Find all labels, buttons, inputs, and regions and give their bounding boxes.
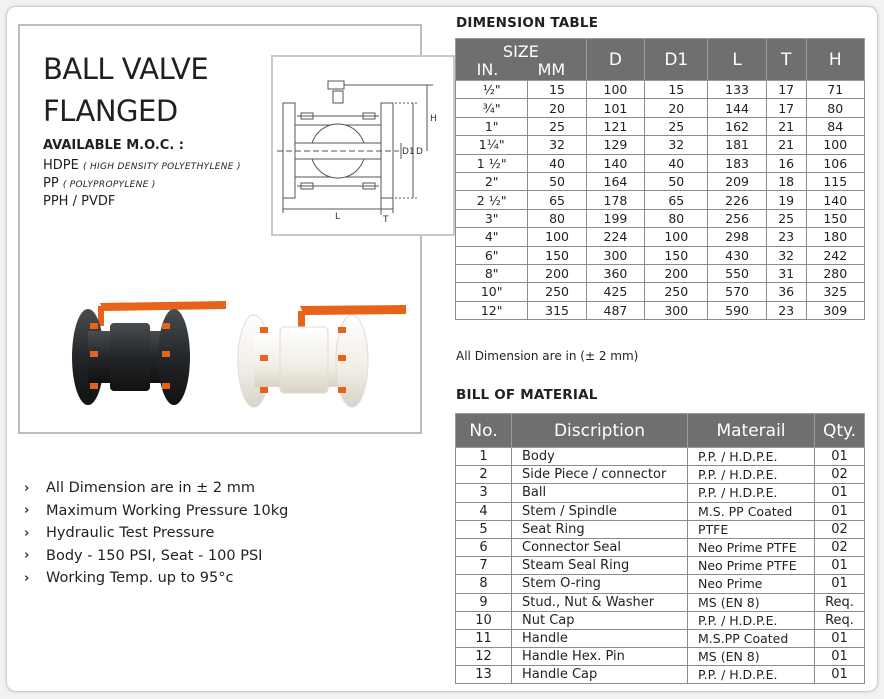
dimension-cell: 150: [645, 246, 708, 264]
feature-item: [24, 545, 288, 568]
dimension-cell: 8": [456, 264, 528, 282]
dimension-cell: 6": [456, 246, 528, 264]
dimension-cell: 360: [586, 264, 644, 282]
moc-item: [43, 158, 241, 173]
bom-row: [456, 484, 865, 502]
dimension-cell: 12": [456, 301, 528, 319]
dimension-cell: 209: [708, 172, 766, 190]
feature-text: Maximum Working Pressure 10kg: [46, 502, 289, 519]
dimension-note: All Dimension are in (± 2 mm): [456, 349, 639, 363]
bom-cell: 01: [815, 484, 865, 502]
dimension-row: [456, 283, 865, 301]
dimension-cell: ¾": [456, 99, 528, 117]
dimension-cell: 121: [586, 117, 644, 135]
valve-photos-svg: [50, 291, 406, 423]
bom-cell: Ball: [512, 484, 688, 502]
dimension-cell: 4": [456, 228, 528, 246]
col-header-d1: D1: [645, 39, 708, 81]
dimension-table-body: [456, 81, 865, 320]
size-header: [456, 39, 587, 81]
col-header-t: T: [766, 39, 806, 81]
chevron-right-icon: ›: [24, 503, 30, 519]
dimension-cell: 25: [766, 209, 806, 227]
bom-cell: Neo Prime PTFE: [688, 557, 815, 575]
moc-desc: ( POLYPROPYLENE ): [62, 180, 156, 190]
product-title-line2: FLANGED: [43, 94, 178, 128]
chevron-right-icon: ›: [24, 525, 30, 541]
bom-cell: 02: [815, 520, 865, 538]
dimension-cell: 300: [645, 301, 708, 319]
col-header-h: H: [806, 39, 864, 81]
dimension-cell: 144: [708, 99, 766, 117]
dimension-cell: 18: [766, 172, 806, 190]
dimension-cell: 32: [766, 246, 806, 264]
dimension-cell: 256: [708, 209, 766, 227]
bom-row: [456, 466, 865, 484]
drawing-label-t: T: [383, 215, 389, 225]
dimension-cell: 199: [586, 209, 644, 227]
feature-text: All Dimension are in ± 2 mm: [46, 480, 255, 497]
product-panel: [18, 24, 437, 434]
dimension-cell: 150: [528, 246, 586, 264]
dimension-cell: 1 ½": [456, 154, 528, 172]
bom-cell: Side Piece / connector: [512, 466, 688, 484]
bom-cell: Neo Prime PTFE: [688, 538, 815, 556]
chevron-right-icon: ›: [24, 480, 30, 496]
bom-row: [456, 666, 865, 684]
dimension-cell: 183: [708, 154, 766, 172]
dimension-cell: 226: [708, 191, 766, 209]
bom-cell: P.P. / H.D.P.E.: [688, 611, 815, 629]
bom-cell: Handle Hex. Pin: [512, 648, 688, 666]
bom-cell: 13: [456, 666, 512, 684]
bom-cell: 01: [815, 648, 865, 666]
bom-row: [456, 575, 865, 593]
dimension-row: [456, 246, 865, 264]
dimension-cell: 36: [766, 283, 806, 301]
bom-row: [456, 557, 865, 575]
valve-drawing-svg: [273, 57, 453, 234]
dimension-row: [456, 99, 865, 117]
bill-of-material-table: [455, 413, 865, 684]
dimension-cell: 200: [645, 264, 708, 282]
dimension-cell: 570: [708, 283, 766, 301]
bom-cell: Stud., Nut & Washer: [512, 593, 688, 611]
dimension-cell: 80: [528, 209, 586, 227]
dimension-cell: 23: [766, 228, 806, 246]
dimension-cell: 21: [766, 117, 806, 135]
dimension-cell: 150: [806, 209, 864, 227]
dimension-cell: 590: [708, 301, 766, 319]
size-mm-header: MM: [537, 60, 566, 79]
bom-cell: 2: [456, 466, 512, 484]
bom-cell: Req.: [815, 611, 865, 629]
dimension-cell: 250: [528, 283, 586, 301]
bom-cell: Neo Prime: [688, 575, 815, 593]
dimension-cell: 65: [528, 191, 586, 209]
dimension-cell: 430: [708, 246, 766, 264]
dimension-cell: 80: [645, 209, 708, 227]
catalog-sheet: [6, 6, 878, 692]
dimension-cell: 2 ½": [456, 191, 528, 209]
dimension-cell: 164: [586, 172, 644, 190]
bom-cell: 01: [815, 557, 865, 575]
bom-cell: M.S.PP Coated: [688, 629, 815, 647]
dimension-cell: 15: [645, 81, 708, 99]
drawing-label-d1: D1: [402, 147, 415, 157]
bom-cell: 7: [456, 557, 512, 575]
dimension-cell: 100: [586, 81, 644, 99]
bom-cell: Req.: [815, 593, 865, 611]
bom-header-description: Discription: [512, 414, 688, 448]
dimension-table-title: DIMENSION TABLE: [456, 15, 599, 31]
bom-cell: Nut Cap: [512, 611, 688, 629]
dimension-cell: 315: [528, 301, 586, 319]
drawing-label-d: D: [416, 147, 423, 157]
bom-row: [456, 538, 865, 556]
dimension-cell: 40: [645, 154, 708, 172]
bom-header-qty: Qty.: [815, 414, 865, 448]
bom-cell: 02: [815, 466, 865, 484]
dimension-cell: 487: [586, 301, 644, 319]
dimension-cell: 162: [708, 117, 766, 135]
bom-cell: Handle: [512, 629, 688, 647]
bom-cell: MS (EN 8): [688, 648, 815, 666]
dimension-table: [455, 38, 865, 320]
dimension-row: [456, 154, 865, 172]
bom-cell: MS (EN 8): [688, 593, 815, 611]
bom-cell: 8: [456, 575, 512, 593]
dimension-cell: 17: [766, 99, 806, 117]
drawing-label-h: H: [430, 114, 437, 124]
bom-cell: Seat Ring: [512, 520, 688, 538]
feature-text: Hydraulic Test Pressure: [46, 525, 215, 542]
moc-code: HDPE: [43, 158, 79, 173]
dimension-row: [456, 228, 865, 246]
bom-cell: 10: [456, 611, 512, 629]
dimension-cell: 65: [645, 191, 708, 209]
dimension-cell: 140: [806, 191, 864, 209]
chevron-right-icon: ›: [24, 548, 30, 564]
moc-item: [43, 176, 156, 191]
dimension-row: [456, 264, 865, 282]
dimension-cell: 32: [645, 136, 708, 154]
bom-cell: 4: [456, 502, 512, 520]
dimension-cell: 224: [586, 228, 644, 246]
dimension-cell: 298: [708, 228, 766, 246]
bom-cell: 01: [815, 666, 865, 684]
bom-cell: 01: [815, 502, 865, 520]
dimension-cell: 21: [766, 136, 806, 154]
dimension-cell: 19: [766, 191, 806, 209]
dimension-cell: 550: [708, 264, 766, 282]
bom-cell: 1: [456, 448, 512, 466]
dimension-cell: 300: [586, 246, 644, 264]
bom-cell: P.P. / H.D.P.E.: [688, 448, 815, 466]
dimension-cell: 325: [806, 283, 864, 301]
bom-cell: Connector Seal: [512, 538, 688, 556]
dimension-cell: 129: [586, 136, 644, 154]
bom-row: [456, 448, 865, 466]
dimension-cell: 242: [806, 246, 864, 264]
dimension-cell: 17: [766, 81, 806, 99]
size-header-label: SIZE: [502, 42, 539, 61]
bom-cell: 11: [456, 629, 512, 647]
col-header-d: D: [586, 39, 644, 81]
size-in-header: IN.: [476, 60, 499, 79]
bom-cell: 01: [815, 575, 865, 593]
dimension-cell: ½": [456, 81, 528, 99]
bom-cell: Stem O-ring: [512, 575, 688, 593]
dimension-cell: 25: [528, 117, 586, 135]
bom-title: BILL OF MATERIAL: [456, 387, 598, 403]
chevron-right-icon: ›: [24, 570, 30, 586]
hdpe-valve-photo: [72, 301, 226, 405]
dimension-cell: 1": [456, 117, 528, 135]
dimension-cell: 40: [528, 154, 586, 172]
dimension-row: [456, 172, 865, 190]
bom-cell: 5: [456, 520, 512, 538]
dimension-cell: 180: [806, 228, 864, 246]
bom-row: [456, 611, 865, 629]
bom-cell: 12: [456, 648, 512, 666]
bom-cell: 01: [815, 448, 865, 466]
dimension-cell: 32: [528, 136, 586, 154]
dimension-cell: 309: [806, 301, 864, 319]
dimension-cell: 71: [806, 81, 864, 99]
feature-item: [24, 500, 288, 523]
moc-code: PP: [43, 176, 59, 191]
dimension-cell: 25: [645, 117, 708, 135]
dimension-cell: 200: [528, 264, 586, 282]
moc-heading: AVAILABLE M.O.C. :: [43, 138, 184, 153]
dimension-cell: 100: [645, 228, 708, 246]
bom-row: [456, 648, 865, 666]
bom-cell: P.P. / H.D.P.E.: [688, 484, 815, 502]
feature-item: [24, 567, 288, 590]
feature-text: Working Temp. up to 95°c: [46, 570, 234, 587]
dimension-cell: 106: [806, 154, 864, 172]
dimension-cell: 50: [528, 172, 586, 190]
dimension-cell: 1¼": [456, 136, 528, 154]
dimension-cell: 101: [586, 99, 644, 117]
features-list: [24, 477, 288, 590]
bom-cell: P.P. / H.D.P.E.: [688, 666, 815, 684]
bom-cell: 01: [815, 629, 865, 647]
feature-text: Body - 150 PSI, Seat - 100 PSI: [46, 547, 263, 564]
bom-header-no: No.: [456, 414, 512, 448]
dimension-cell: 20: [645, 99, 708, 117]
col-header-l: L: [708, 39, 766, 81]
product-photos: [50, 291, 406, 423]
bom-cell: 3: [456, 484, 512, 502]
dimension-cell: 100: [806, 136, 864, 154]
dimension-row: [456, 117, 865, 135]
dimension-cell: 50: [645, 172, 708, 190]
moc-code: PPH / PVDF: [43, 194, 116, 209]
bom-cell: P.P. / H.D.P.E.: [688, 466, 815, 484]
dimension-cell: 425: [586, 283, 644, 301]
bom-cell: M.S. PP Coated: [688, 502, 815, 520]
bom-header-material: Materail: [688, 414, 815, 448]
drawing-label-l: L: [335, 212, 341, 222]
dimension-cell: 84: [806, 117, 864, 135]
dimension-cell: 100: [528, 228, 586, 246]
dimension-cell: 2": [456, 172, 528, 190]
bom-cell: 02: [815, 538, 865, 556]
feature-item: [24, 477, 288, 500]
dimension-cell: 10": [456, 283, 528, 301]
product-title-line1: BALL VALVE: [43, 52, 209, 86]
bom-row: [456, 593, 865, 611]
bom-table-body: [456, 448, 865, 684]
dimension-cell: 20: [528, 99, 586, 117]
bom-cell: Body: [512, 448, 688, 466]
dimension-row: [456, 191, 865, 209]
dimension-cell: 80: [806, 99, 864, 117]
bom-row: [456, 502, 865, 520]
dimension-cell: 15: [528, 81, 586, 99]
dimension-row: [456, 301, 865, 319]
dimension-cell: 250: [645, 283, 708, 301]
bom-row: [456, 520, 865, 538]
dimension-cell: 178: [586, 191, 644, 209]
feature-item: [24, 522, 288, 545]
dimension-cell: 140: [586, 154, 644, 172]
dimension-cell: 23: [766, 301, 806, 319]
dimension-row: [456, 81, 865, 99]
dimension-cell: 31: [766, 264, 806, 282]
dimension-cell: 3": [456, 209, 528, 227]
dimension-row: [456, 209, 865, 227]
pp-valve-photo: [238, 305, 406, 407]
bom-cell: PTFE: [688, 520, 815, 538]
dimension-cell: 133: [708, 81, 766, 99]
bom-cell: Stem / Spindle: [512, 502, 688, 520]
dimension-cell: 181: [708, 136, 766, 154]
bom-cell: 6: [456, 538, 512, 556]
dimension-cell: 16: [766, 154, 806, 172]
dimension-row: [456, 136, 865, 154]
bom-cell: Steam Seal Ring: [512, 557, 688, 575]
bom-cell: Handle Cap: [512, 666, 688, 684]
bom-cell: 9: [456, 593, 512, 611]
bom-row: [456, 629, 865, 647]
dimension-cell: 115: [806, 172, 864, 190]
moc-item: [43, 194, 115, 209]
valve-drawing: [271, 55, 455, 236]
moc-desc: ( HIGH DENSITY POLYETHYLENE ): [82, 162, 241, 172]
dimension-cell: 280: [806, 264, 864, 282]
